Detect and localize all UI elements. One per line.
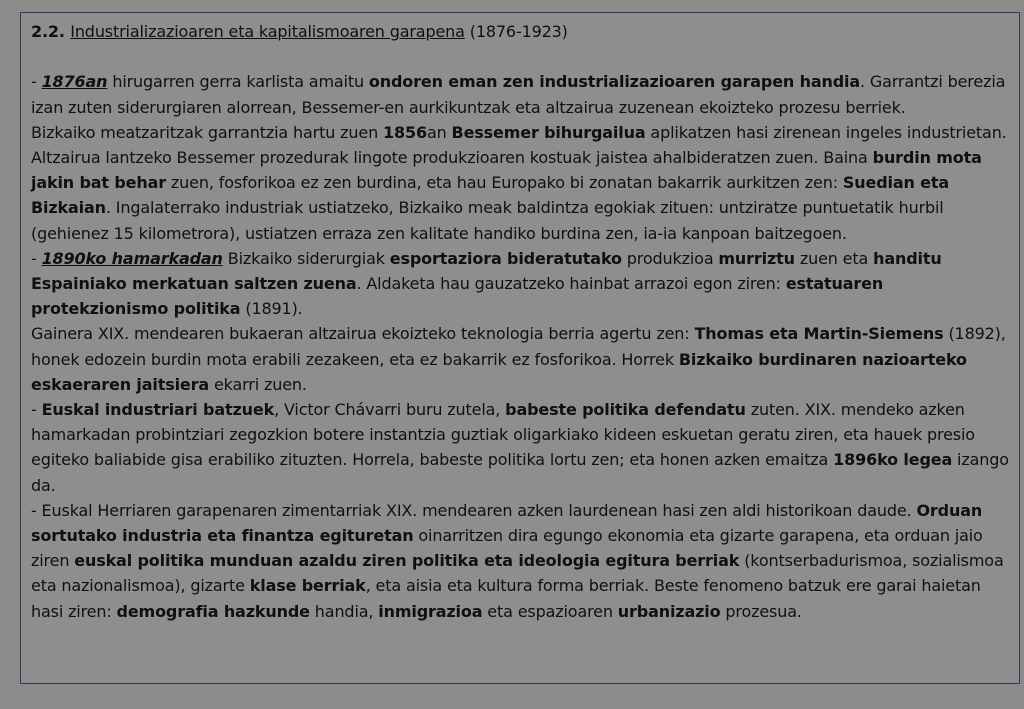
text-run: prozesua. <box>720 601 802 621</box>
text-run: Gainera XIX. mendearen bukaeran altzairua ekoizteko teknologia berria agertu zen: <box>31 324 695 344</box>
bold-run: Thomas eta Martin-Siemens <box>694 324 944 344</box>
bold-run: burdin mota jakin bat behar <box>31 148 982 193</box>
text-run: produkzioa <box>621 248 719 268</box>
date-highlight: 1890ko hamarkadan <box>41 248 223 268</box>
bold-run: urbanizazio <box>617 601 721 621</box>
text-run: - <box>31 400 42 420</box>
text-run: Bizkaiko meatzaritzak garrantzia hartu zuen <box>31 122 384 142</box>
bold-run: 1896ko legea <box>833 450 953 470</box>
blank-line <box>31 44 1009 69</box>
bold-run: klase berriak <box>249 576 366 596</box>
text-run: handia, <box>309 601 379 621</box>
bold-run: handitu Espainiako merkatuan saltzen zuena <box>31 248 942 294</box>
text-run: - Euskal Herriaren garapenaren zimentarriak XIX. mendearen azken laurdenean hasi zen aldi historikoan daude. <box>31 500 917 520</box>
date-highlight: 1876an <box>41 72 108 92</box>
bold-run: Orduan sortutako industria eta finantza egituretan <box>31 500 983 546</box>
bold-run: esportaziora bideratutako <box>389 248 622 268</box>
bold-run: demografia hazkunde <box>116 601 310 621</box>
paragraph-1890 <box>31 246 1009 322</box>
paragraph-bessemer <box>31 120 1009 246</box>
text-run: hirugarren gerra karlista amaitu <box>107 72 369 92</box>
text-run: - <box>31 72 42 92</box>
text-run: - <box>31 248 42 268</box>
heading-number: 2.2. <box>31 22 71 41</box>
text-run: . Aldaketa hau gauzatzeko hainbat arrazoi egon ziren: <box>356 274 786 294</box>
heading-years: (1876-1923) <box>464 22 568 41</box>
text-run: oinarritzen dira egungo ekonomia eta gizarte garapena, eta orduan jaio ziren <box>31 526 983 571</box>
text-run: aplikatzen hasi zirenean ingeles industrietan. Altzairua lantzeko Bessemer prozedurak lingote produkzioaren kostuak jaistea ahalbideratzen zuen. Baina <box>31 122 1007 167</box>
heading-title: Industrializazioaren eta kapitalismoaren garapena <box>70 22 465 41</box>
text-run: , eta aisia eta kultura forma berriak. Beste fenomeno batzuk ere garai haietan hasi ziren: <box>31 576 981 621</box>
bold-run: ondoren eman zen industrializazioaren garapen handia <box>368 72 860 92</box>
paragraph-1876 <box>31 69 1009 119</box>
text-run: eta espazioaren <box>482 601 618 621</box>
text-run: an <box>426 122 452 142</box>
bold-run: 1856 <box>383 122 427 142</box>
bold-run: Bizkaiko burdinaren nazioarteko eskaeraren jaitsiera <box>31 349 967 394</box>
bold-run: inmigrazioa <box>378 601 483 621</box>
bold-run: estatuaren protekzionismo politika <box>31 274 884 319</box>
text-box[interactable] <box>20 12 1020 684</box>
paragraph-industrialists <box>31 397 1009 498</box>
bold-run: euskal politika munduan azaldu ziren politika eta ideologia egitura berriak <box>74 551 740 571</box>
bold-run: babeste politika defendatu <box>505 400 746 420</box>
text-run: zuen, fosforikoa ez zen burdina, eta hau Europako bi zonatan bakarrik aurkitzen zen: <box>165 173 843 193</box>
text-run: ekarri zuen. <box>209 374 307 394</box>
text-run: (1892), honek edozein burdin mota erabili zezakeen, eta ez bakarrik ez fosforikoa. Horrek <box>31 324 1006 369</box>
text-run: izango da. <box>31 450 1009 495</box>
bold-run: Suedian eta Bizkaian <box>31 173 950 218</box>
text-run: Bizkaiko siderurgiak <box>222 248 390 268</box>
text-run: , Victor Chávarri buru zutela, <box>274 400 506 420</box>
text-run: . Garrantzi berezia izan zuten siderurgiaren alorrean, Bessemer-en aurkikuntzak eta altzairua zuzenean ekoizteko prozesu berriek. <box>31 72 1006 117</box>
bold-run: Euskal industriari batzuek <box>41 400 275 420</box>
bold-run: Bessemer bihurgailua <box>451 122 646 142</box>
text-run: (1891). <box>240 299 303 319</box>
paragraph-thomas <box>31 321 1009 397</box>
bold-run: murriztu <box>718 248 795 268</box>
text-run: zuten. XIX. mendeko azken hamarkadan probintziari zegozkion botere instantzia guztiak oligarkiako kideen eskuetan geratu ziren, eta hauek presio egiteko baliabide gisa erabiliko zituzten. Horrela, babeste politika lortu zen; eta honen azken emaitza <box>31 400 975 470</box>
text-run: . Ingalaterrako industriak ustiatzeko, Bizkaiko meak baldintza egokiak zituen: untziratze puntuetatik hurbil (gehienez 15 kilometrora), ustiatzen erraza zen kalitate handiko burdina zen, ia-ia kanpoan baitzegoen. <box>31 198 944 243</box>
section-heading <box>31 19 1009 44</box>
paragraph-foundations <box>31 498 1009 624</box>
text-run: zuen eta <box>794 248 874 268</box>
text-run: (kontserbadurismoa, sozialismoa eta nazionalismoa), gizarte <box>31 551 1004 596</box>
